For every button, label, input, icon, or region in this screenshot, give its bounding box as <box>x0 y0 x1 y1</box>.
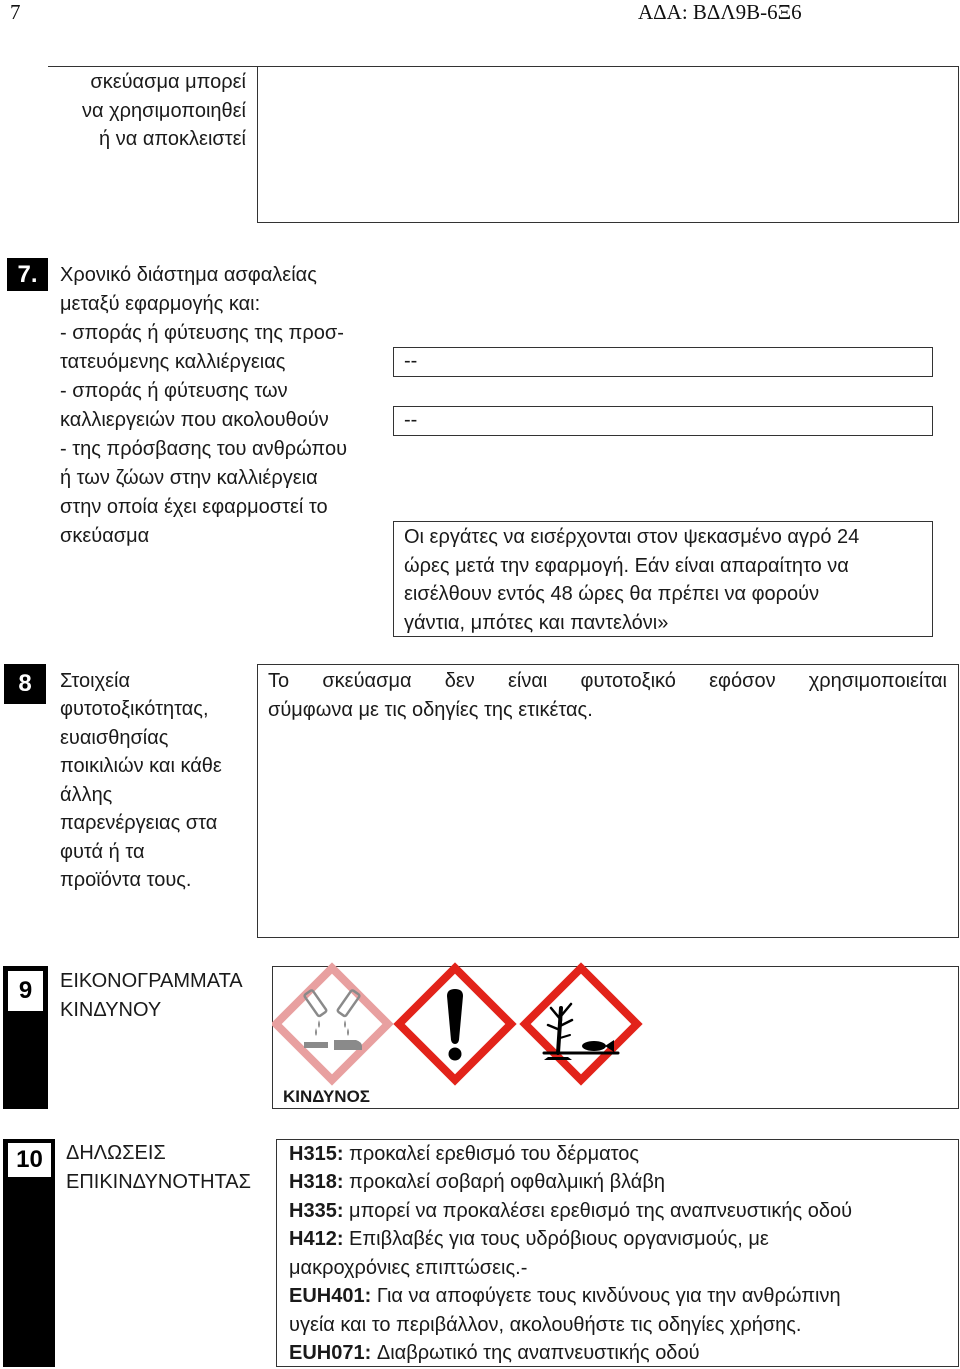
page-number: 7 <box>10 0 21 24</box>
label-line: τατευόμενης καλλιέργειας <box>60 351 286 373</box>
section-9-label <box>60 967 243 1025</box>
value-line: Οι εργάτες να εισέρχονται στον ψεκασμένο αγρό 24 <box>404 526 860 548</box>
label-line: προϊόντα τους. <box>60 869 192 892</box>
label-line: σκεύασμα μπορεί <box>90 71 246 93</box>
value-line: ώρες μετά την εφαρμογή. Εάν είναι απαραίτητο να <box>404 554 849 577</box>
following-crops-value-box <box>393 406 933 436</box>
section-7-number: 7. <box>7 258 48 291</box>
environment-icon <box>525 968 637 1080</box>
label-line: ή των ζώων στην καλλιέργεια <box>60 467 318 489</box>
label-line: άλλης <box>60 783 113 806</box>
statement-code: EUH401: <box>289 1285 372 1308</box>
hazard-statement <box>289 1197 958 1225</box>
label-line: καλλιεργειών που ακολουθούν <box>60 409 329 431</box>
statement-code: H318: <box>289 1171 344 1194</box>
access-value-box <box>393 521 933 637</box>
statement-text: Διαβρωτικό της αναπνευστικής οδού <box>376 1342 700 1365</box>
hazard-statement <box>289 1225 958 1253</box>
section-8-label <box>60 667 222 895</box>
section-6-value-box <box>257 66 959 223</box>
value-line: γάντια, μπότες και παντελόνι» <box>404 612 669 635</box>
statement-code: H315: <box>289 1143 344 1165</box>
label-line: ΔΗΛΩΣΕΙΣ <box>66 1142 166 1164</box>
statement-continuation: μακροχρόνιες επιπτώσεις.- <box>289 1256 528 1279</box>
protected-crop-value: -- <box>404 350 418 372</box>
label-line: ή να αποκλειστεί <box>99 128 246 150</box>
label-line: παρενέργειας στα <box>60 812 218 835</box>
statement-continuation: υγεία και το περιβάλλον, ακολουθήστε τις οδηγίες χρήσης. <box>289 1313 802 1336</box>
section-6-label <box>48 68 246 154</box>
hazard-statement <box>289 1140 958 1168</box>
statement-code: EUH071: <box>289 1342 372 1365</box>
protected-crop-value-box <box>393 347 933 377</box>
label-line: φυτοτοξικότητας, <box>60 698 209 721</box>
label-line: σκεύασμα <box>60 525 150 547</box>
exclamation-mark-icon <box>399 968 511 1080</box>
label-line: ΕΠΙΚΙΝΔΥΝΟΤΗΤΑΣ <box>66 1170 251 1193</box>
section-8-number: 8 <box>4 664 46 704</box>
phytotoxicity-value-box <box>257 664 959 938</box>
statement-text: Επιβλαβές για τους υδρόβιους οργανισμούς, με <box>349 1228 769 1251</box>
label-line: - της πρόσβασης του ανθρώπου <box>60 438 348 460</box>
statement-text: μπορεί να προκαλέσει ερεθισμό της αναπνευστικής οδού <box>349 1199 853 1222</box>
label-line: Στοιχεία <box>60 670 131 692</box>
label-line: ποικιλιών και κάθε <box>60 755 222 778</box>
hazard-statement <box>289 1339 958 1367</box>
hazard-pictograms <box>272 962 652 1086</box>
section-9-number: 9 <box>8 971 43 1011</box>
hazard-statements-box <box>276 1139 959 1367</box>
label-line: ΚΙΝΔΥΝΟΥ <box>60 999 162 1021</box>
signal-word: ΚΙΝΔΥΝΟΣ <box>283 1087 370 1106</box>
value-line: Το σκεύασμα δεν είναι φυτοτοξικό εφόσον χρησιμοποιείται <box>268 670 947 692</box>
hazard-statement <box>289 1282 958 1310</box>
label-line: - σποράς ή φύτευσης των <box>60 380 288 402</box>
statement-code: H412: <box>289 1228 344 1251</box>
label-line: φυτά ή τα <box>60 840 145 863</box>
statement-code: H335: <box>289 1199 344 1222</box>
label-line: ΕΙΚΟΝΟΓΡΑΜΜΑΤΑ <box>60 970 243 992</box>
section-10-label <box>66 1139 251 1196</box>
statement-text: προκαλεί ερεθισμό του δέρματος <box>349 1143 640 1165</box>
hazard-statement <box>289 1168 958 1196</box>
statement-text: Για να αποφύγετε τους κινδύνους για την ανθρώπινη <box>376 1285 841 1308</box>
label-line: στην οποία έχει εφαρμοστεί το <box>60 496 328 518</box>
label-line: - σποράς ή φύτευσης της προσ- <box>60 322 344 344</box>
section-10-number: 10 <box>8 1143 51 1177</box>
ada-code: ΑΔΑ: ΒΔΛ9Β-6Ξ6 <box>638 0 802 24</box>
value-line: εισέλθουν εντός 48 ώρες θα πρέπει να φορούν <box>404 583 820 606</box>
table-rule <box>48 66 258 67</box>
following-crops-value: -- <box>404 409 418 431</box>
corrosion-icon <box>276 968 388 1080</box>
label-line: ευαισθησίας <box>60 726 169 749</box>
section-7-label <box>60 261 347 551</box>
label-line: να χρησιμοποιηθεί <box>82 99 246 122</box>
label-line: Χρονικό διάστημα ασφαλείας <box>60 264 317 286</box>
value-line: σύμφωνα με τις οδηγίες της ετικέτας. <box>268 698 593 721</box>
statement-text: προκαλεί σοβαρή οφθαλμική βλάβη <box>349 1171 665 1194</box>
label-line: μεταξύ εφαρμογής και: <box>60 293 261 315</box>
